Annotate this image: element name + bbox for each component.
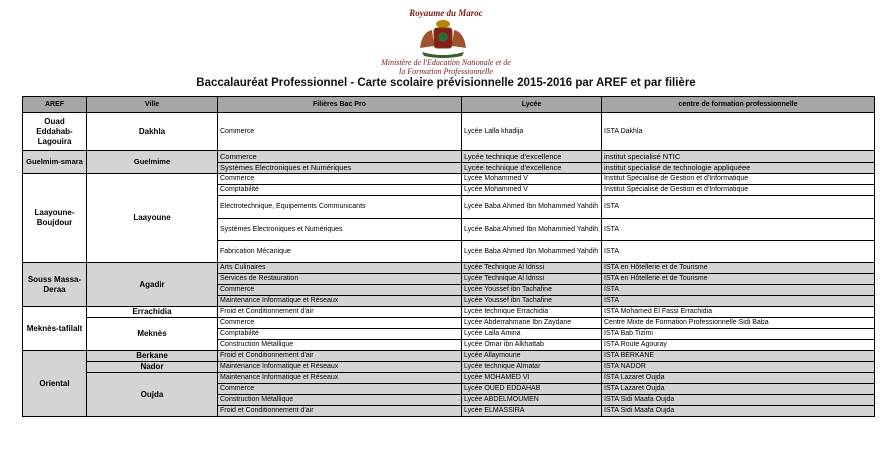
lycee-cell: Lycée OUED EDDAHAB: [462, 384, 602, 395]
lycee-cell: Lycée ELMASSIRA: [462, 406, 602, 417]
centre-cell: ISTA Lazaret Oujda: [602, 384, 875, 395]
table-row: [23, 263, 875, 274]
lycee-cell: Lycée technique Errachidia: [462, 307, 602, 318]
table-row: [23, 318, 875, 329]
filiere-cell: Commerce: [218, 318, 462, 329]
centre-cell: institut specialisé de technologie appliquéee: [602, 163, 875, 174]
centre-cell: ISTA: [602, 296, 875, 307]
filiere-cell: Comptabilité: [218, 185, 462, 196]
filiere-cell: Commerce: [218, 113, 462, 151]
ministry-line-1: Ministère de l'Education Nationale et de: [381, 58, 511, 67]
ville-cell: Oujda: [87, 373, 218, 417]
centre-cell: Institut Spécialisé de Gestion et d'Informatique: [602, 174, 875, 185]
col-header-ville: Ville: [87, 97, 218, 113]
ville-cell: Guelmime: [87, 151, 218, 174]
centre-cell: ISTA: [602, 285, 875, 296]
ministry-label: [0, 58, 892, 76]
centre-cell: ISTA NADOR: [602, 362, 875, 373]
filiere-cell: Maintenance Informatique et Réseaux: [218, 362, 462, 373]
centre-cell: ISTA: [602, 241, 875, 263]
col-header-lycee: Lycée: [462, 97, 602, 113]
lycee-cell: Lycée Abderrahmane Ibn Zaydane: [462, 318, 602, 329]
aref-cell: Oriental: [23, 351, 87, 417]
aref-cell: Meknès-tafilalt: [23, 307, 87, 351]
ville-cell: Laayoune: [87, 174, 218, 263]
centre-cell: ISTA Dakhla: [602, 113, 875, 151]
centre-cell: ISTA Bab Tizimi: [602, 329, 875, 340]
ville-cell: Agadir: [87, 263, 218, 307]
centre-cell: ISTA: [602, 219, 875, 241]
lycee-cell: Lycée ABDELMOUMEN: [462, 395, 602, 406]
centre-cell: Centre Mixte de Formation Professionnelle Sidi Baba: [602, 318, 875, 329]
filiere-cell: Comptabilité: [218, 329, 462, 340]
lycee-cell: Lycée Lalla Amina: [462, 329, 602, 340]
ministry-line-2: la Formation Professionnelle: [399, 67, 493, 76]
centre-cell: ISTA Route Agouray: [602, 340, 875, 351]
centre-cell: ISTA Sidi Maafa Oujda: [602, 406, 875, 417]
lycee-cell: Lycée Technique Al Idrissi: [462, 263, 602, 274]
lycee-cell: Lycée Allaymoune: [462, 351, 602, 362]
col-header-aref: AREF: [23, 97, 87, 113]
table-row: [23, 151, 875, 163]
lycee-cell: Lycée Youssef ibn Tachafine: [462, 285, 602, 296]
filiere-cell: Froid et Conditionnement d'air: [218, 351, 462, 362]
centre-cell: ISTA: [602, 196, 875, 219]
col-header-filiere: Filières Bac Pro: [218, 97, 462, 113]
table-row: [23, 307, 875, 318]
table-row: [23, 362, 875, 373]
aref-cell: Guelmim-smara: [23, 151, 87, 174]
filiere-cell: Commerce: [218, 285, 462, 296]
lycee-cell: Lycée Baba Ahmed Ibn Mohammed Yahdih: [462, 241, 602, 263]
col-header-centre: centre de formation professionnelle: [602, 97, 875, 113]
lycee-cell: Lycée Mohammed V: [462, 174, 602, 185]
school-map-table: [22, 96, 875, 417]
document-title: Baccalauréat Professionnel - Carte scolaire prévisionnelle 2015-2016 par AREF et par filière: [196, 77, 696, 89]
filiere-cell: Commerce: [218, 151, 462, 163]
ville-cell: Dakhla: [87, 113, 218, 151]
filiere-cell: Froid et Conditionnement d'air: [218, 307, 462, 318]
filiere-cell: Systèmes Electroniques et Numériques: [218, 163, 462, 174]
kingdom-label: Royaume du Maroc: [409, 8, 483, 18]
lycee-cell: Lycée Youssef ibn Tachafine: [462, 296, 602, 307]
filiere-cell: Fabrication Mécanique: [218, 241, 462, 263]
filiere-cell: Arts Culinaires: [218, 263, 462, 274]
table-row: [23, 113, 875, 151]
table-row: [23, 174, 875, 185]
lycee-cell: Lycée technique Almatar: [462, 362, 602, 373]
centre-cell: Institut Spécialisé de Gestion et d'Informatique: [602, 185, 875, 196]
aref-cell: Laayoune-Boujdour: [23, 174, 87, 263]
coat-of-arms-emblem: [412, 18, 474, 58]
lycee-cell: Lycée technique d'excellence: [462, 151, 602, 163]
filiere-cell: Froid et Conditionnement d'air: [218, 406, 462, 417]
lycee-cell: Lycée technique d'excellence: [462, 163, 602, 174]
lycee-cell: Lycée MOHAMED VI: [462, 373, 602, 384]
centre-cell: ISTA en Hôtellerie et de Tourisme: [602, 263, 875, 274]
aref-cell: Souss Massa-Deraa: [23, 263, 87, 307]
aref-cell: Ouad Eddahab-Lagouira: [23, 113, 87, 151]
table-row: [23, 373, 875, 384]
filiere-cell: Services de Restauration: [218, 274, 462, 285]
centre-cell: ISTA Lazaret Oujda: [602, 373, 875, 384]
lycee-cell: Lycée Technique Al Idrissi: [462, 274, 602, 285]
centre-cell: ISTA Sidi Maafa Oujda: [602, 395, 875, 406]
ville-cell: Meknès: [87, 318, 218, 351]
ville-cell: Errachidia: [87, 307, 218, 318]
filiere-cell: Maintenance Informatique et Réseaux: [218, 373, 462, 384]
filiere-cell: Construction Métallique: [218, 395, 462, 406]
lycee-cell: Lycée Omar ibn Alkhattab: [462, 340, 602, 351]
ville-cell: Berkane: [87, 351, 218, 362]
centre-cell: ISTA en Hôtellerie et de Tourisme: [602, 274, 875, 285]
table-row: [23, 351, 875, 362]
filiere-cell: Systèmes Electroniques et Numériques: [218, 219, 462, 241]
lycee-cell: Lycée Baba Ahmed Ibn Mohammed Yahdih: [462, 196, 602, 219]
centre-cell: institut specialisé NTIC: [602, 151, 875, 163]
filiere-cell: Commerce: [218, 384, 462, 395]
lycee-cell: Lycée Lalla khadija: [462, 113, 602, 151]
table-header-row: [23, 97, 875, 113]
filiere-cell: Construction Métallique: [218, 340, 462, 351]
centre-cell: ISTA Mohamed El Fassi Errachidia: [602, 307, 875, 318]
filiere-cell: Maintenance Informatique et Réseaux: [218, 296, 462, 307]
filiere-cell: Electrotechnique, Equipements Communicants: [218, 196, 462, 219]
lycee-cell: Lycée Baba Ahmed Ibn Mohammed Yahdih: [462, 219, 602, 241]
filiere-cell: Commerce: [218, 174, 462, 185]
lycee-cell: Lycée Mohammed V: [462, 185, 602, 196]
ville-cell: Nador: [87, 362, 218, 373]
centre-cell: ISTA BERKANE: [602, 351, 875, 362]
